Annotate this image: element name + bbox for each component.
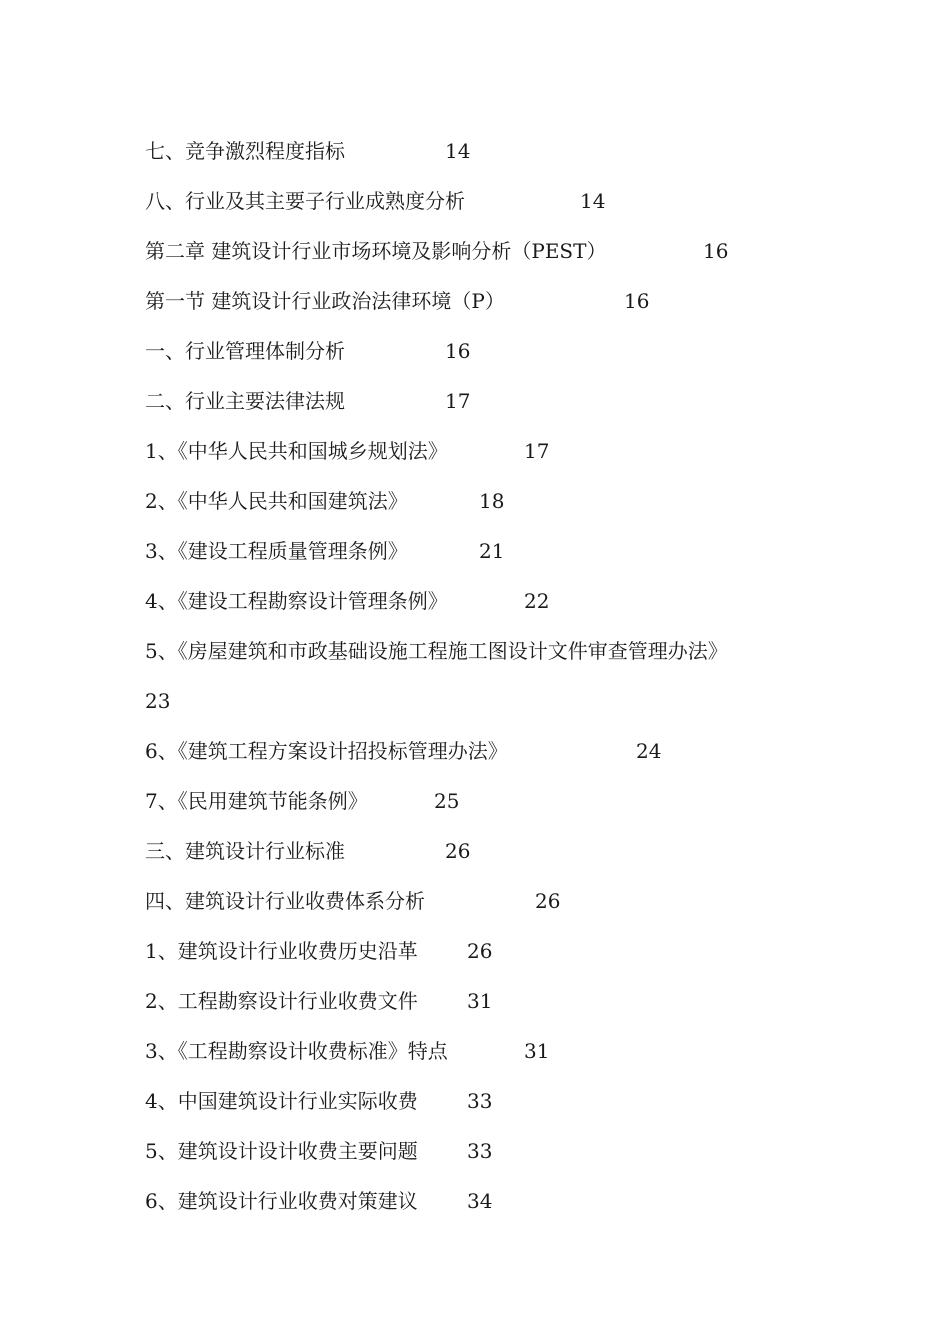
toc-entry[interactable] [145,986,493,1016]
toc-entry-title: 1、建筑设计行业收费历史沿革 [145,939,418,963]
toc-entry[interactable] [145,786,460,816]
toc-entry[interactable] [145,1036,550,1066]
toc-entry-page: 16 [624,289,650,313]
toc-entry[interactable] [145,936,493,966]
toc-entry-page: 31 [524,1039,550,1063]
toc-entry-page: 26 [535,889,561,913]
toc-entry[interactable] [145,736,662,766]
toc-entry[interactable] [145,486,505,516]
toc-entry-title: 6、建筑设计行业收费对策建议 [145,1189,418,1213]
toc-entry-page: 14 [580,189,606,213]
toc-entry-page: 21 [479,539,505,563]
toc-entry-title: 5、建筑设计设计收费主要问题 [145,1139,418,1163]
toc-entry-page: 22 [524,589,550,613]
toc-entry-page: 33 [467,1139,493,1163]
toc-entry-title: 5、《房屋建筑和市政基础设施工程施工图设计文件审查管理办法》 [145,639,728,663]
toc-entry-title: 七、竞争激烈程度指标 [145,139,345,163]
toc-entry-title: 7、《民用建筑节能条例》 [145,789,368,813]
toc-entry[interactable] [145,136,471,166]
toc-entry-page: 16 [445,339,471,363]
toc-entry[interactable] [145,536,505,566]
toc-entry-title: 八、行业及其主要子行业成熟度分析 [145,189,465,213]
toc-entry-title: 第一节 建筑设计行业政治法律环境（P） [145,289,505,313]
toc-entry[interactable] [145,436,550,466]
toc-entry[interactable] [145,1186,493,1216]
toc-entry-title: 二、行业主要法律法规 [145,389,345,413]
toc-entry[interactable] [145,886,561,916]
toc-entry-title: 一、行业管理体制分析 [145,339,345,363]
toc-entry[interactable] [145,236,729,266]
toc-entry-page: 31 [467,989,493,1013]
toc-entry-title: 3、《建设工程质量管理条例》 [145,539,408,563]
toc-entry-page: 18 [479,489,505,513]
toc-entry-title: 3、《工程勘察设计收费标准》特点 [145,1039,448,1063]
toc-entry[interactable] [145,336,471,366]
toc-entry-page: 24 [636,739,662,763]
toc-entry-title: 4、中国建筑设计行业实际收费 [145,1089,418,1113]
toc-entry-page: 26 [445,839,471,863]
toc-entry-title: 三、建筑设计行业标准 [145,839,345,863]
toc-entry-page: 17 [445,389,471,413]
toc-entry[interactable] [145,836,471,866]
toc-entry[interactable] [145,286,650,316]
toc-entry[interactable] [145,186,606,216]
toc-entry-page-wrapped[interactable] [145,686,170,716]
toc-entry-page: 33 [467,1089,493,1113]
toc-entry-page: 16 [703,239,729,263]
toc-entry-title: 2、工程勘察设计行业收费文件 [145,989,418,1013]
toc-entry-page: 14 [445,139,471,163]
toc-entry[interactable] [145,386,471,416]
toc-entry-title: 4、《建设工程勘察设计管理条例》 [145,589,448,613]
toc-entry-page: 26 [467,939,493,963]
toc-entry[interactable] [145,586,550,616]
toc-entry[interactable] [145,1086,493,1116]
toc-entry[interactable] [145,1136,493,1166]
toc-entry-page: 17 [524,439,550,463]
toc-entry[interactable] [145,636,728,666]
toc-entry-page: 34 [467,1189,493,1213]
toc-entry-title: 第二章 建筑设计行业市场环境及影响分析（PEST） [145,239,607,263]
toc-entry-page: 25 [434,789,460,813]
toc-entry-page: 23 [145,689,171,713]
toc-entry-title: 1、《中华人民共和国城乡规划法》 [145,439,448,463]
toc-entry-title: 2、《中华人民共和国建筑法》 [145,489,408,513]
toc-entry-title: 四、建筑设计行业收费体系分析 [145,889,425,913]
toc-entry-title: 6、《建筑工程方案设计招投标管理办法》 [145,739,508,763]
